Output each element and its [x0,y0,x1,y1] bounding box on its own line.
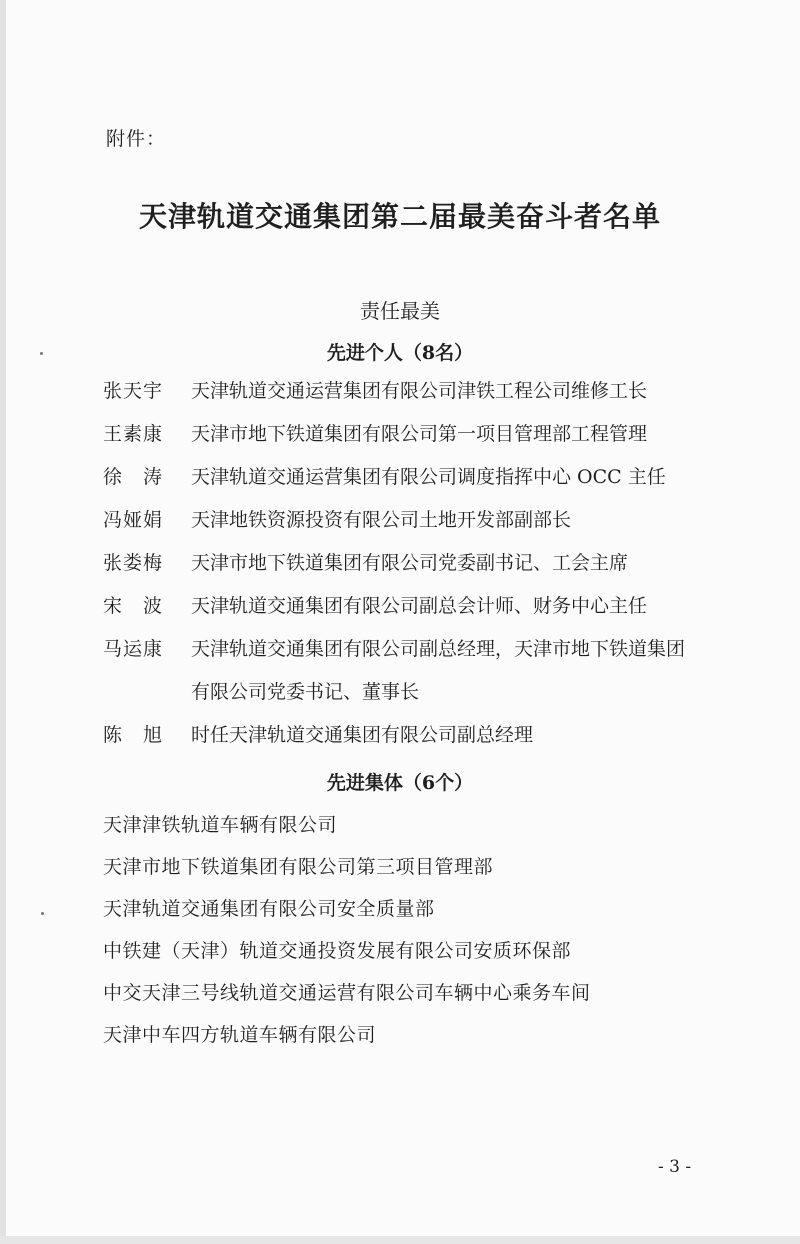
person-title: 天津市地下铁道集团有限公司党委副书记、工会主席 [191,552,629,574]
collectives-heading: 先进集体（6个） [326,772,474,794]
person-name: 陈 旭 [103,724,164,746]
collective-item: 天津津铁轨道车辆有限公司 [103,814,338,836]
person-name: 王素康 [103,423,164,445]
individuals-heading: 先进个人（8名） [326,342,474,364]
page-number: - 3 - [658,1157,692,1177]
person-title: 天津轨道交通运营集团有限公司津铁工程公司维修工长 [191,380,648,402]
collective-item: 天津市地下铁道集团有限公司第三项目管理部 [103,856,494,878]
collective-item: 天津中车四方轨道车辆有限公司 [103,1024,377,1046]
attachment-label: 附件： [106,128,167,150]
person-name: 马运康 [103,638,164,660]
person-row [0,542,800,582]
person-row [0,714,800,754]
person-row [0,456,800,496]
collective-item: 中交天津三号线轨道交通运营有限公司车辆中心乘务车间 [103,982,591,1004]
person-title: 天津轨道交通集团有限公司副总会计师、财务中心主任 [191,595,648,617]
scan-speck [41,912,44,915]
person-name: 徐 涛 [103,466,164,488]
person-row [0,585,800,625]
person-title: 天津市地下铁道集团有限公司第一项目管理部工程管理 [191,423,648,445]
person-name: 张娄梅 [103,552,164,574]
person-row [0,628,800,714]
person-row [0,413,800,453]
person-row [0,499,800,539]
person-title: 天津轨道交通运营集团有限公司调度指挥中心 OCC 主任 [191,466,666,488]
person-title: 天津轨道交通集团有限公司副总经理，天津市地下铁道集团有限公司党委书记、董事长 [191,638,686,703]
collective-item: 天津轨道交通集团有限公司安全质量部 [103,898,435,920]
category-title: 责任最美 [360,299,440,323]
person-name: 张天宇 [103,380,164,402]
collective-item: 中铁建（天津）轨道交通投资发展有限公司安质环保部 [103,940,572,962]
person-name: 冯娅娟 [103,509,164,531]
person-row [0,370,800,410]
document-title: 天津轨道交通集团第二届最美奋斗者名单 [138,200,661,233]
person-title: 天津地铁资源投资有限公司土地开发部副部长 [191,509,572,531]
person-name: 宋 波 [103,595,164,617]
scan-edge [0,1236,800,1244]
person-title: 时任天津轨道交通集团有限公司副总经理 [191,724,534,746]
